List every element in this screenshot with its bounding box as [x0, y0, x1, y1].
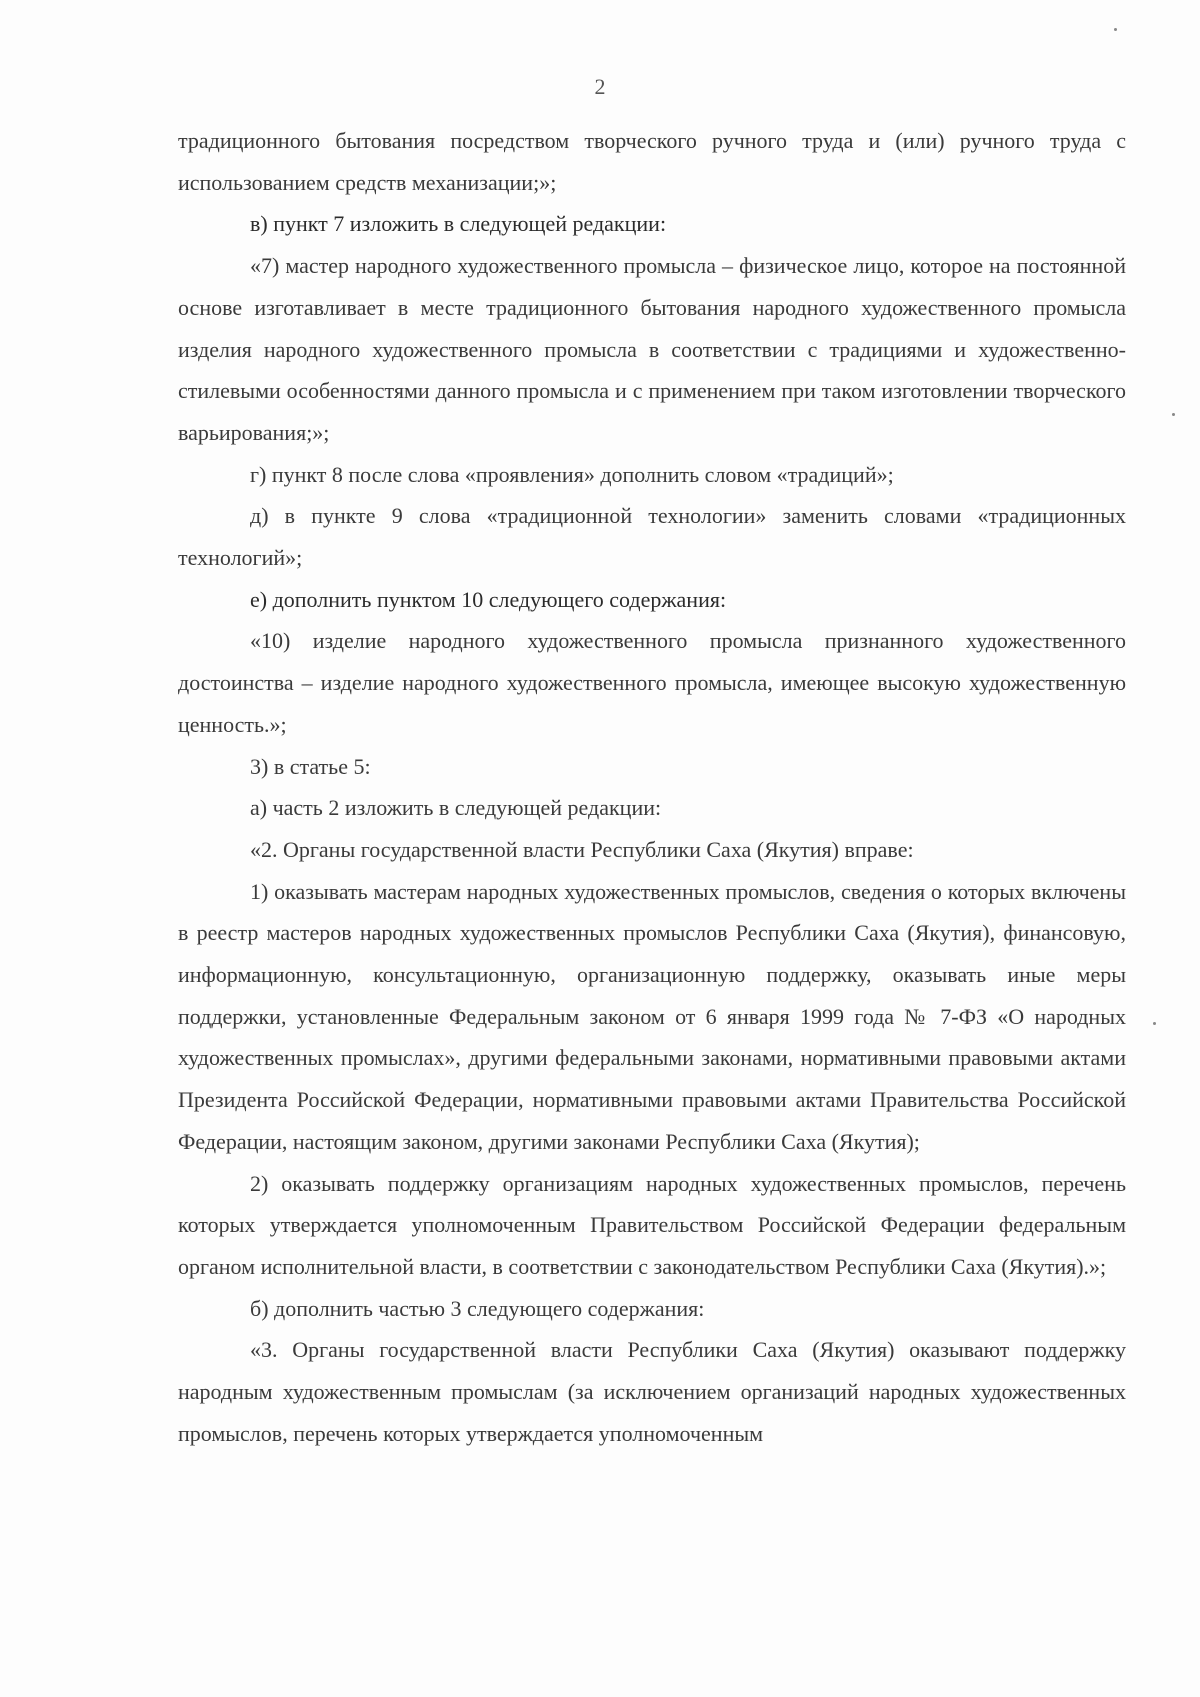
paragraph: «10) изделие народного художественного промысла признанного художественного достоинства – изделие народного художественного промысла, имеющее высокую художественную ценность.»; — [178, 628, 1126, 737]
page-number: 2 — [594, 74, 606, 99]
paragraph: 3) в статье 5: — [250, 753, 371, 779]
document-body — [178, 120, 1126, 1455]
paragraph: а) часть 2 изложить в следующей редакции: — [250, 795, 662, 821]
paragraph: 1) оказывать мастерам народных художественных промыслов, сведения о которых включены в реестр мастеров народных художественных промыслов Республики Саха (Якутия), финансовую, информационную, консультационную, организационную поддержку, оказывать иные меры поддержки, установленные Федеральным законом от 6 января 1999 года № 7-ФЗ «О народных художественных промыслах», другими федеральными законами, нормативными правовыми актами Президента Российской Федерации, нормативными правовыми актами Правительства Российской Федерации, настоящим законом, другими законами Республики Саха (Якутия); — [178, 878, 1126, 1154]
scan-speck — [1114, 28, 1117, 31]
paragraph: г) пункт 8 после слова «проявления» дополнить словом «традиций»; — [250, 461, 894, 487]
scan-speck — [1172, 413, 1175, 416]
paragraph: б) дополнить частью 3 следующего содержания: — [250, 1295, 705, 1321]
paragraph: «3. Органы государственной власти Республики Саха (Якутия) оказывают поддержку народным художественным промыслам (за исключением организаций народных художественных промыслов, перечень которых утверждается уполномоченным — [178, 1337, 1126, 1446]
paragraph: «7) мастер народного художественного промысла – физическое лицо, которое на постоянной основе изготавливает в месте традиционного бытования народного художественного промысла изделия народного художественного промысла в соответствии с традициями и художественно-стилевыми особенностями данного промысла и с применением при таком изготовлении творческого варьирования;»; — [178, 253, 1126, 445]
paragraph: в) пункт 7 изложить в следующей редакции: — [250, 211, 667, 237]
paragraph: 2) оказывать поддержку организациям народных художественных промыслов, перечень которых утверждается уполномоченным Правительством Российской Федерации федеральным органом исполнительной власти, в соответствии с законодательством Республики Саха (Якутия).»; — [178, 1170, 1126, 1279]
paragraph: е) дополнить пунктом 10 следующего содержания: — [250, 586, 727, 612]
scan-speck — [1153, 1022, 1156, 1025]
paragraph: д) в пункте 9 слова «традиционной технологии» заменить словами «традиционных технологий»; — [178, 503, 1126, 571]
paragraph: «2. Органы государственной власти Республики Саха (Якутия) вправе: — [250, 836, 914, 862]
paragraph: традиционного бытования посредством творческого ручного труда и (или) ручного труда с использованием средств механизации;»; — [178, 128, 1126, 195]
